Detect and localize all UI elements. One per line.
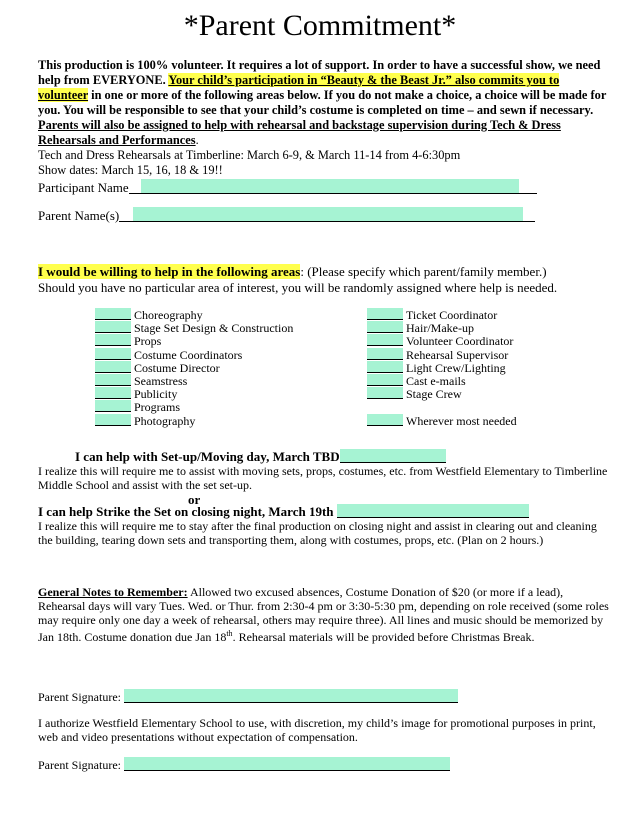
area-item[interactable] (95, 348, 293, 361)
area-blank[interactable] (367, 334, 403, 346)
signature-field-1[interactable] (124, 689, 458, 703)
area-item[interactable] (95, 414, 293, 427)
area-blank[interactable] (95, 321, 131, 333)
parent-name-row (38, 207, 535, 224)
areas-right-column (367, 308, 517, 427)
area-blank[interactable] (95, 387, 131, 399)
area-label: Cast e-mails (406, 373, 466, 388)
area-item[interactable] (367, 308, 517, 321)
area-blank[interactable] (95, 334, 131, 346)
authorization-text: I authorize Westfield Elementary School to use, with discretion, my child’s image for promotional purposes in print, web and video presentations without expectation of compensation. (38, 716, 596, 744)
area-blank[interactable] (367, 361, 403, 373)
strike-text: I realize this will require me to stay after the final production on closing night and assist in clearing out and cleaning the building, tearing down sets and transporting them, along with costumes, props, etc. (Plan on 2 hours.) (38, 519, 597, 547)
area-item[interactable] (367, 334, 517, 347)
area-label: Ticket Coordinator (406, 308, 498, 322)
strike-heading-row (38, 504, 610, 519)
participant-name-field[interactable] (141, 179, 519, 194)
participant-line-lead (129, 180, 141, 194)
notes-text-b: . Rehearsal materials will be provided before Christmas Break. (232, 630, 535, 644)
area-label: Stage Crew (406, 387, 462, 402)
area-blank[interactable] (95, 308, 131, 320)
area-blank[interactable] (95, 361, 131, 373)
signature-label-1: Parent Signature: (38, 690, 124, 704)
notes-section (38, 585, 610, 644)
notes-text-a: Allowed two excused absences, Costume Donation of $20 (or more if a lead), Rehearsal days will vary Tues. Wed. or Thur. from 2:30-4 pm or 3:30-5:30 pm, depending on role received (some roles may require only one day a week of rehearsal, others may require three). All lines and music should be memorized by Jan 18th. Costume donation due Jan 18 (38, 585, 609, 644)
areas-heading-highlight: I would be willing to help in the following areas (38, 264, 301, 279)
area-item[interactable] (95, 374, 293, 387)
strike-section (38, 504, 610, 547)
area-item[interactable] (95, 387, 293, 400)
intro-paragraph (38, 58, 608, 178)
parent-name-field[interactable] (133, 207, 523, 222)
areas-subline: Should you have no particular area of interest, you will be randomly assigned where help is needed. (38, 280, 558, 295)
setup-text: I realize this will require me to assist with moving sets, props, costumes, etc. from Westfield Elementary to Timberline Middle School and assist with the set set-up. (38, 464, 608, 492)
setup-or: or (188, 492, 201, 507)
signature-row-1 (38, 689, 610, 704)
setup-field[interactable] (340, 449, 446, 463)
signature-row-2 (38, 757, 610, 772)
participant-line-tail (519, 180, 537, 194)
area-blank[interactable] (95, 414, 131, 426)
strike-heading: I can help Strike the Set on closing night, March 19th (38, 504, 334, 519)
intro-end: . (195, 133, 199, 147)
signature-label-2: Parent Signature: (38, 758, 124, 772)
strike-field[interactable] (337, 504, 529, 518)
parent-name-label: Parent Name(s) (38, 208, 120, 223)
area-item[interactable] (95, 400, 293, 413)
areas-left-column (95, 308, 293, 427)
area-label: Publicity (134, 387, 178, 402)
notes-label: General Notes to Remember: (38, 585, 188, 599)
page-title: *Parent Commitment* (183, 9, 457, 42)
participant-name-row (38, 179, 537, 196)
parent-line-tail (523, 208, 535, 222)
area-blank[interactable] (367, 308, 403, 320)
area-blank[interactable] (367, 414, 403, 426)
area-item[interactable] (367, 387, 517, 400)
area-label: Photography (134, 413, 196, 428)
area-label: Costume Coordinators (134, 347, 243, 362)
area-item[interactable] (367, 321, 517, 334)
notes-sup: th (226, 629, 233, 638)
parent-line-lead (119, 208, 133, 222)
area-label: Seamstress (134, 373, 188, 388)
tech-dress-dates: Tech and Dress Rehearsals at Timberline: March 6-9, & March 11-14 from 4-6:30pm (38, 148, 461, 162)
area-label: Costume Director (134, 360, 220, 375)
area-item[interactable] (95, 321, 293, 334)
area-label: Choreography (134, 308, 203, 322)
intro-underline: Parents will also be assigned to help with rehearsal and backstage supervision during Tech & Dress Rehearsals and Performances (38, 118, 561, 147)
area-item[interactable] (367, 374, 517, 387)
area-blank[interactable] (367, 374, 403, 386)
area-item[interactable] (367, 348, 517, 361)
area-label: Stage Set Design & Construction (134, 321, 294, 336)
setup-heading: I can help with Set-up/Moving day, March TBD (75, 449, 340, 464)
area-blank[interactable] (367, 348, 403, 360)
area-blank[interactable] (367, 321, 403, 333)
participant-name-label: Participant Name (38, 180, 129, 195)
intro-bold-b: in one or more of the following areas below. If you do not make a choice, a choice will be made for you. You will be responsible to see that your child’s costume is completed on time – and sewn if necessary. (38, 88, 607, 117)
area-label: Wherever most needed (406, 413, 517, 428)
area-blank[interactable] (367, 387, 403, 399)
area-blank[interactable] (95, 348, 131, 360)
area-item[interactable] (95, 334, 293, 347)
area-spacer (367, 400, 517, 413)
area-item[interactable] (95, 361, 293, 374)
area-label: Volunteer Coordinator (406, 334, 514, 349)
area-label: Hair/Make-up (406, 321, 474, 336)
setup-heading-row (38, 449, 610, 464)
area-label: Programs (134, 400, 180, 415)
area-item-wherever[interactable] (367, 414, 517, 427)
area-item[interactable] (95, 308, 293, 321)
areas-heading (38, 264, 618, 296)
area-item[interactable] (367, 361, 517, 374)
setup-section (38, 449, 610, 507)
signature-field-2[interactable] (124, 757, 450, 771)
areas-heading-rest: : (Please specify which parent/family member.) (300, 264, 547, 279)
show-dates: Show dates: March 15, 16, 18 & 19!! (38, 163, 223, 177)
area-blank[interactable] (95, 374, 131, 386)
area-label: Props (134, 334, 162, 349)
area-label: Rehearsal Supervisor (406, 347, 509, 362)
area-label: Light Crew/Lighting (406, 360, 506, 375)
area-blank[interactable] (95, 400, 131, 412)
intro-bold-a: This production is 100% volunteer. It requires a lot of support. In order to have a successful show, we need help from EVERYONE. (38, 58, 601, 87)
intro-highlight: Your child’s participation in “Beauty & the Beast Jr.” also commits you to volunteer (38, 73, 560, 102)
